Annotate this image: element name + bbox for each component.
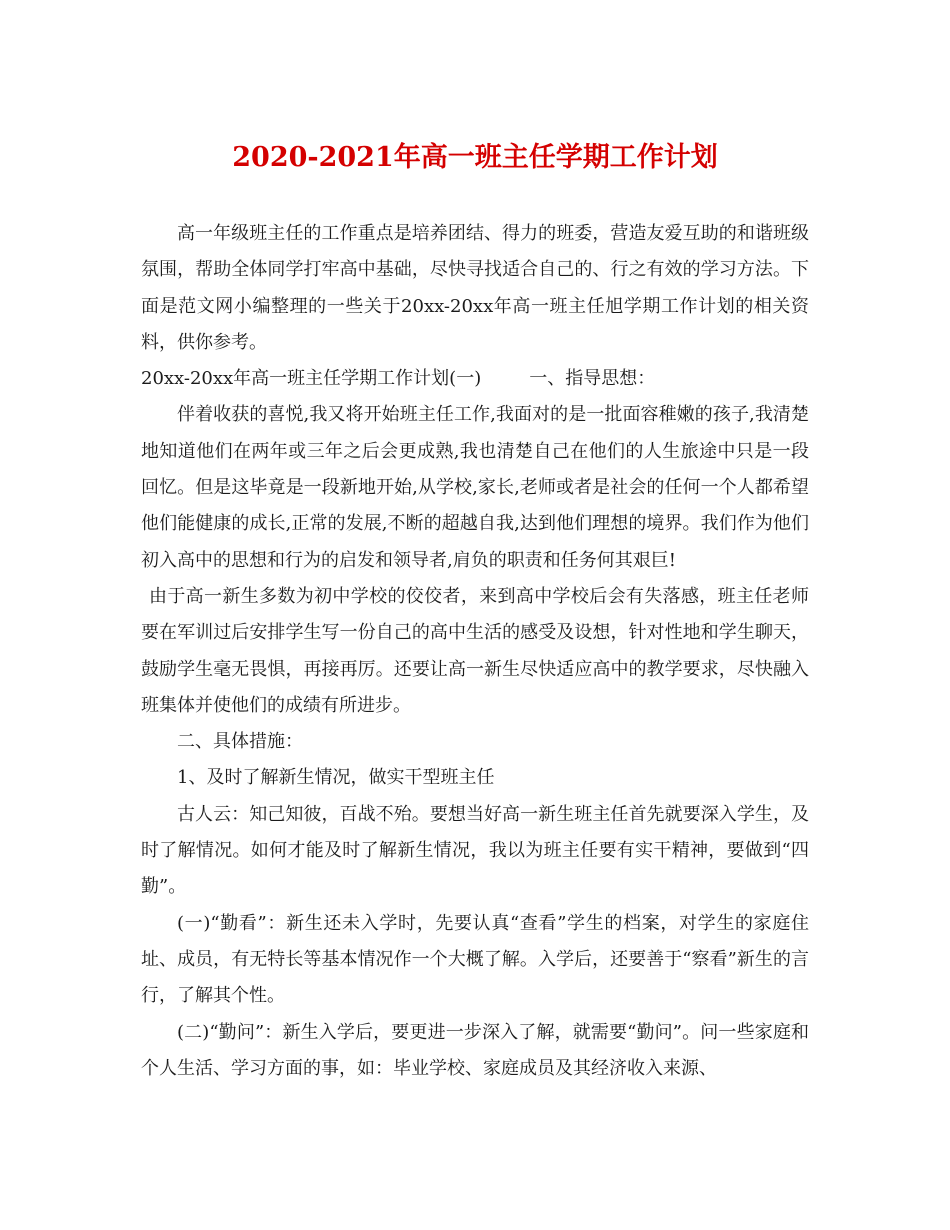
section1-heading: 一、指导思想： (529, 368, 656, 390)
plan-heading: 20xx-20xx年高一班主任学期工作计划(一) (141, 368, 482, 390)
intro-paragraph: 高一年级班主任的工作重点是培养团结、得力的班委，营造友爱互助的和谐班级氛围，帮助全体同学打牢高中基础，尽快寻找适合自己的、行之有效的学习方法。下面是范文网小编整理的一些关于20xx-20xx年高一班主任旭学期工作计划的相关资料，供你参考。 (141, 223, 809, 353)
paragraph-4: (一)“勤看”：新生还未入学时，先要认真“查看”学生的档案，对学生的家庭住址、成员，有无特长等基本情况作一个大概了解。入学后，还要善于“察看”新生的言行，了解其个性。 (141, 912, 809, 1007)
section2-heading: 二、具体措施： (177, 731, 303, 753)
item1-heading: 1、及时了解新生情况，做实干型班主任 (177, 767, 495, 789)
paragraph-3: 古人云：知己知彼，百战不殆。要想当好高一新生班主任首先就要深入学生，及时了解情况。如何才能及时了解新生情况，我以为班主任要有实干精神，要做到“四勤”。 (141, 803, 809, 898)
document-body (141, 216, 809, 1087)
plan-heading-line (141, 361, 809, 397)
document-title: 2020-2021年高一班主任学期工作计划 (232, 142, 718, 173)
paragraph-1: 伴着收获的喜悦,我又将开始班主任工作,我面对的是一批面容稚嫩的孩子,我清楚地知道他们在两年或三年之后会更成熟,我也清楚自己在他们的人生旅途中只是一段回忆。但是这毕竟是一段新地开始,从学校,家长,老师或者是社会的任何一个人都希望他们能健康的成长,正常的发展,不断的超越自我,达到他们理想的境界。我们作为他们初入高中的思想和行为的启发和领导者,肩负的职责和任务何其艰巨! (141, 404, 809, 571)
paragraph-2: 由于高一新生多数为初中学校的佼佼者，来到高中学校后会有失落感，班主任老师要在军训过后安排学生写一份自己的高中生活的感受及设想，针对性地和学生聊天，鼓励学生毫无畏惧，再接再厉。还要让高一新生尽快适应高中的教学要求，尽快融入班集体并使他们的成绩有所进步。 (141, 585, 809, 716)
paragraph-5: (二)“勤问”：新生入学后，要更进一步深入了解，就需要“勤问”。问一些家庭和个人生活、学习方面的事，如：毕业学校、家庭成员及其经济收入来源、 (141, 1021, 809, 1079)
